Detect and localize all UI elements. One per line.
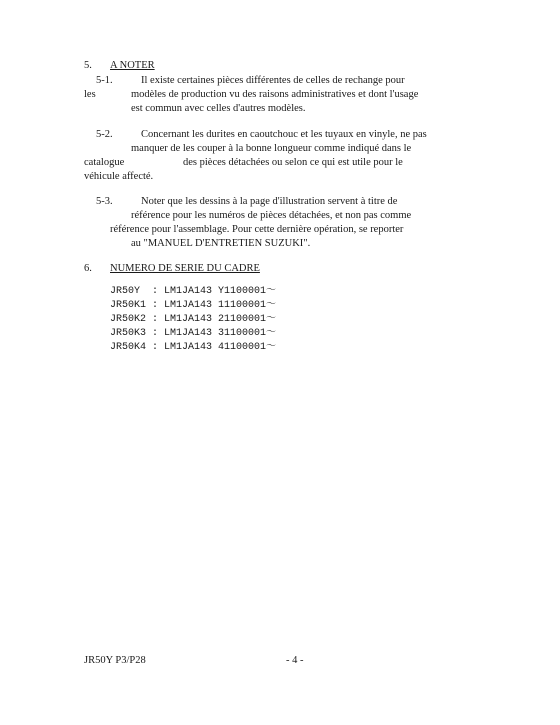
item-5-1-line-2: modèles de production vu des raisons administratives et dont l'usage	[131, 89, 419, 100]
item-5-3-number: 5-3.	[96, 196, 113, 207]
item-5-1-line-3: est commun avec celles d'autres modèles.	[131, 103, 306, 114]
serial-row-jr50k2: JR50K2 : LM1JA143 21100001～	[110, 314, 277, 325]
section-6-number: 6.	[84, 263, 92, 274]
item-5-2-line-3: des pièces détachées ou selon ce qui est utile pour le	[183, 157, 403, 168]
serial-row-jr50y: JR50Y : LM1JA143 Y1100001～	[110, 286, 277, 297]
section-6-heading: NUMERO DE SERIE DU CADRE	[110, 263, 260, 274]
item-5-1-line-1: Il existe certaines pièces différentes de celles de rechange pour	[141, 75, 405, 86]
item-5-1-line-2-lead: les	[84, 89, 96, 100]
item-5-2-line-2: manquer de les couper à la bonne longueur comme indiqué dans le	[131, 143, 412, 154]
item-5-2-line-1: Concernant les durites en caoutchouc et les tuyaux en vinyle, ne pas	[141, 129, 427, 140]
item-5-2-line-4: véhicule affecté.	[84, 171, 154, 182]
item-5-3-line-2: référence pour les numéros de pièces détachées, et non pas comme	[131, 210, 412, 221]
footer-page-number: - 4 -	[286, 655, 304, 666]
item-5-2-number: 5-2.	[96, 129, 113, 140]
item-5-3-line-4: au "MANUEL D'ENTRETIEN SUZUKI".	[131, 238, 311, 249]
section-5-number: 5.	[84, 60, 92, 71]
serial-row-jr50k1: JR50K1 : LM1JA143 11100001～	[110, 300, 277, 311]
serial-row-jr50k4: JR50K4 : LM1JA143 41100001～	[110, 342, 277, 353]
item-5-3-line-3: référence pour l'assemblage. Pour cette dernière opération, se reporter	[110, 224, 404, 235]
serial-row-jr50k3: JR50K3 : LM1JA143 31100001～	[110, 328, 277, 339]
section-5-heading: A NOTER	[110, 60, 155, 71]
footer-doc-ref: JR50Y P3/P28	[84, 655, 146, 666]
item-5-3-line-1: Noter que les dessins à la page d'illustration servent à titre de	[141, 196, 398, 207]
item-5-1-number: 5-1.	[96, 75, 113, 86]
item-5-2-line-3-lead: catalogue	[84, 157, 125, 168]
